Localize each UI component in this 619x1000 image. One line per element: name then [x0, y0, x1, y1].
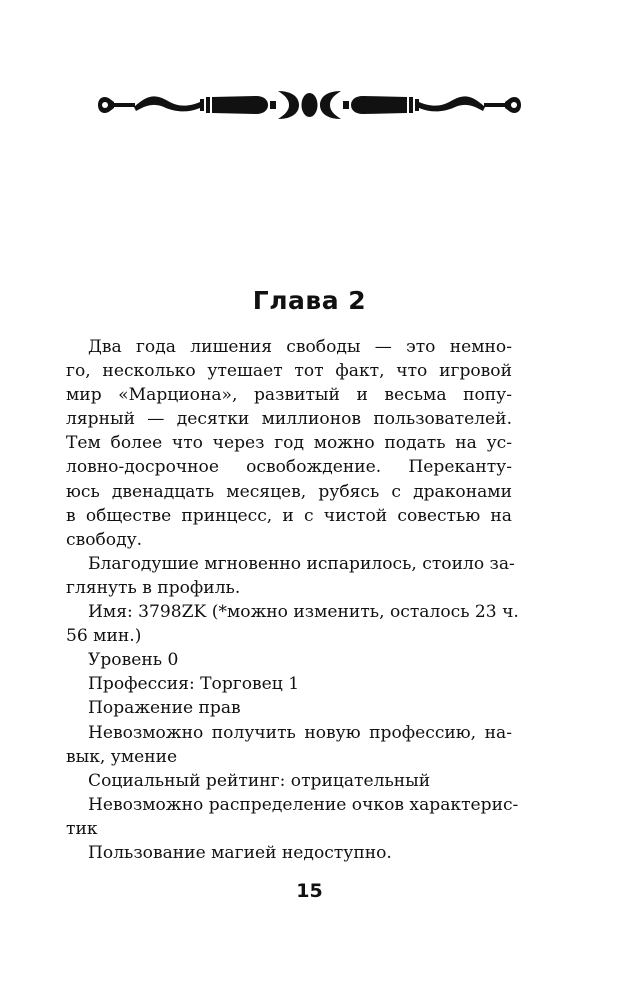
- page-number: 15: [296, 880, 323, 902]
- text-line: мир «Марциона», развитый и весьма попу-: [66, 385, 512, 406]
- text-line: в обществе принцесс, и с чистой совестью на: [66, 505, 512, 526]
- text-line: свободу.: [66, 529, 143, 550]
- text-line: лярный — десятки миллионов пользователей.: [66, 409, 512, 430]
- text-line: Социальный рейтинг: отрицательный: [88, 770, 431, 791]
- text-line: Благодушие мгновенно испарилось, стоило за-: [88, 553, 515, 574]
- text-line: вык, умение: [66, 746, 178, 767]
- text-line: тик: [66, 818, 98, 839]
- chapter-title: Глава 2: [252, 286, 367, 315]
- text-line: Уровень 0: [88, 650, 179, 671]
- text-line: Имя: 3798ZK (*можно изменить, осталось 23 ч.: [88, 602, 519, 623]
- text-line: Профессия: Торговец 1: [88, 674, 300, 695]
- text-line: Тем более что через год можно подать на ус-: [66, 433, 512, 454]
- decorative-ornament-divider: [96, 86, 523, 124]
- text-line: юсь двенадцать месяцев, рубясь с драконами: [66, 481, 512, 502]
- text-line: глянуть в профиль.: [66, 577, 241, 598]
- text-line: Два года лишения свободы — это немно-: [88, 337, 512, 357]
- text-line: 56 мин.): [66, 626, 142, 647]
- text-line: Невозможно распределение очков характерис-: [88, 794, 519, 815]
- text-line: Пользование магией недоступно.: [88, 842, 392, 863]
- body-text: [66, 335, 519, 865]
- text-line: ловно-досрочное освобождение. Переканту-: [66, 457, 512, 478]
- text-line: Поражение прав: [88, 698, 241, 719]
- text-line: Невозможно получить новую профессию, на-: [88, 722, 512, 743]
- text-line: го, несколько утешает тот факт, что игровой: [66, 361, 512, 382]
